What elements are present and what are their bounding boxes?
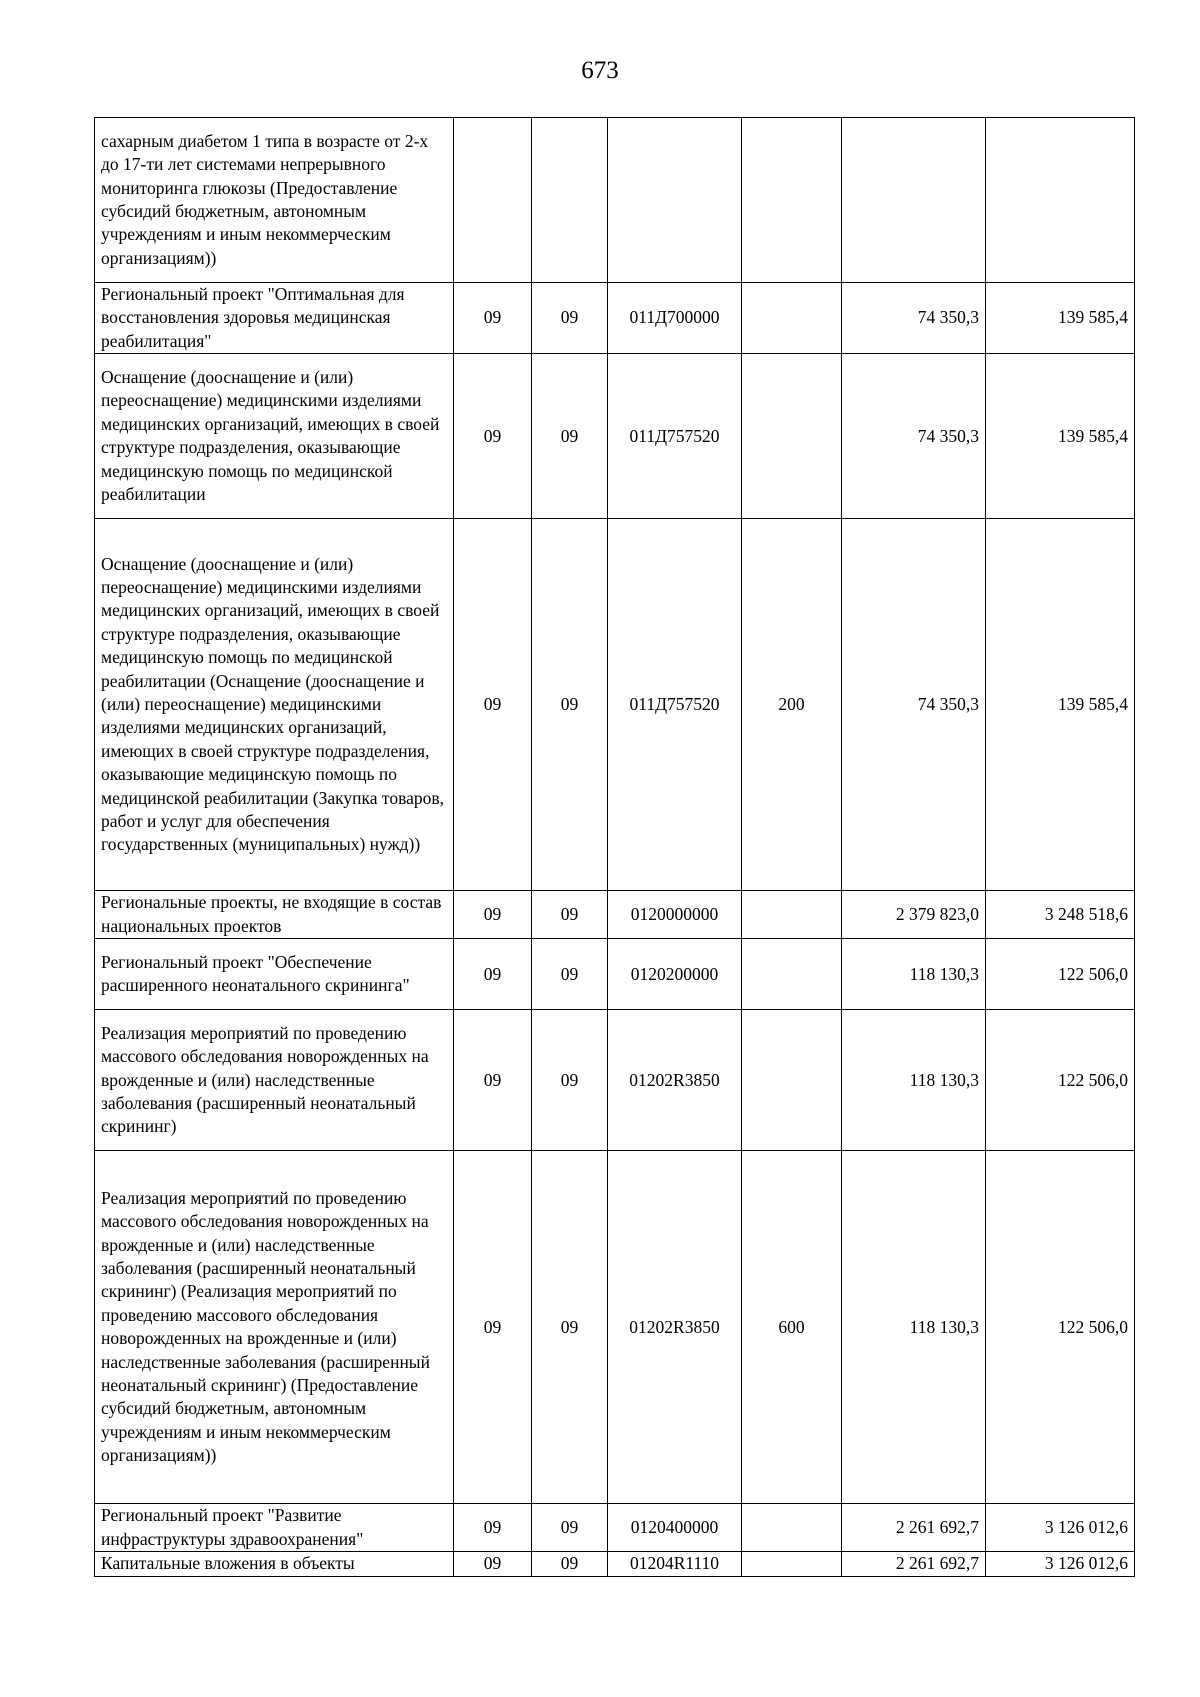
page-number: 673: [581, 57, 619, 84]
row-rz: 09: [454, 1552, 532, 1576]
table-row: [95, 939, 1135, 1010]
row-csr: 0120200000: [608, 939, 742, 1010]
table-row: [95, 891, 1135, 939]
row-sum-1: 74 350,3: [842, 354, 986, 519]
row-rz: [454, 118, 532, 283]
row-sum-1: 2 261 692,7: [842, 1552, 986, 1576]
row-pr: 09: [532, 1151, 608, 1504]
row-vr: [742, 1552, 842, 1576]
row-name: Оснащение (дооснащение и (или) переоснащение) медицинскими изделиями медицинских организаций, имеющих в своей структуре подразделения, оказывающие медицинскую помощь по медицинской реабилитации: [95, 354, 454, 519]
row-sum-2: 139 585,4: [986, 283, 1135, 354]
row-sum-2: 3 126 012,6: [986, 1504, 1135, 1552]
row-pr: 09: [532, 519, 608, 891]
table-row: [95, 283, 1135, 354]
row-vr: 600: [742, 1151, 842, 1504]
row-pr: 09: [532, 354, 608, 519]
row-name: сахарным диабетом 1 типа в возрасте от 2-х до 17-ти лет системами непрерывного мониторинга глюкозы (Предоставление субсидий бюджетным, автономным учреждениям и иным некоммерческим организациям)): [95, 118, 454, 283]
row-name: Реализация мероприятий по проведению массового обследования новорожденных на врожденные и (или) наследственные заболевания (расширенный неонатальный скрининг) (Реализация мероприятий по проведению массового обследования новорожденных на врожденные и (или) наследственные заболевания (расширенный неонатальный скрининг) (Предоставление субсидий бюджетным, автономным учреждениям и иным некоммерческим организациям)): [95, 1151, 454, 1504]
row-rz: 09: [454, 519, 532, 891]
row-name: Региональный проект "Развитие инфраструктуры здравоохранения": [95, 1504, 454, 1552]
row-name: Реализация мероприятий по проведению массового обследования новорожденных на врожденные и (или) наследственные заболевания (расширенный неонатальный скрининг): [95, 1010, 454, 1151]
row-vr: [742, 1010, 842, 1151]
table-row: [95, 519, 1135, 891]
row-rz: 09: [454, 354, 532, 519]
row-name: Оснащение (дооснащение и (или) переоснащение) медицинскими изделиями медицинских организаций, имеющих в своей структуре подразделения, оказывающие медицинскую помощь по медицинской реабилитации (Оснащение (дооснащение и (или) переоснащение) медицинскими изделиями медицинских организаций, имеющих в своей структуре подразделения, оказывающие медицинскую помощь по медицинской реабилитации (Закупка товаров, работ и услуг для обеспечения государственных (муниципальных) нужд)): [95, 519, 454, 891]
row-sum-2: 3 126 012,6: [986, 1552, 1135, 1576]
row-sum-1: 118 130,3: [842, 1151, 986, 1504]
row-sum-1: [842, 118, 986, 283]
row-csr: 01202R3850: [608, 1010, 742, 1151]
row-sum-1: 118 130,3: [842, 1010, 986, 1151]
row-sum-1: 2 379 823,0: [842, 891, 986, 939]
row-pr: 09: [532, 1552, 608, 1576]
row-csr: 01202R3850: [608, 1151, 742, 1504]
row-sum-1: 74 350,3: [842, 283, 986, 354]
row-csr: 011Д700000: [608, 283, 742, 354]
row-sum-2: 122 506,0: [986, 1010, 1135, 1151]
row-pr: 09: [532, 891, 608, 939]
row-name: Капитальные вложения в объекты: [95, 1552, 454, 1576]
budget-table: [94, 117, 1135, 1577]
row-sum-2: 122 506,0: [986, 939, 1135, 1010]
row-vr: [742, 118, 842, 283]
row-pr: 09: [532, 283, 608, 354]
row-vr: [742, 939, 842, 1010]
row-name: Региональный проект "Оптимальная для восстановления здоровья медицинская реабилитация": [95, 283, 454, 354]
row-csr: [608, 118, 742, 283]
row-sum-1: 2 261 692,7: [842, 1504, 986, 1552]
row-vr: 200: [742, 519, 842, 891]
row-sum-2: 139 585,4: [986, 519, 1135, 891]
row-sum-2: 122 506,0: [986, 1151, 1135, 1504]
row-rz: 09: [454, 1151, 532, 1504]
row-pr: 09: [532, 1010, 608, 1151]
table-row: [95, 1504, 1135, 1552]
row-sum-1: 118 130,3: [842, 939, 986, 1010]
row-rz: 09: [454, 891, 532, 939]
table-row: [95, 1151, 1135, 1504]
row-rz: 09: [454, 1504, 532, 1552]
row-csr: 011Д757520: [608, 354, 742, 519]
row-sum-2: 139 585,4: [986, 354, 1135, 519]
table-row: [95, 1552, 1135, 1576]
row-rz: 09: [454, 283, 532, 354]
row-name: Региональный проект "Обеспечение расширенного неонатального скрининга": [95, 939, 454, 1010]
row-name: Региональные проекты, не входящие в состав национальных проектов: [95, 891, 454, 939]
row-csr: 011Д757520: [608, 519, 742, 891]
row-rz: 09: [454, 939, 532, 1010]
row-pr: [532, 118, 608, 283]
row-sum-1: 74 350,3: [842, 519, 986, 891]
table-row: [95, 1010, 1135, 1151]
row-pr: 09: [532, 1504, 608, 1552]
row-csr: 0120400000: [608, 1504, 742, 1552]
row-sum-2: [986, 118, 1135, 283]
row-rz: 09: [454, 1010, 532, 1151]
row-csr: 01204R1110: [608, 1552, 742, 1576]
row-vr: [742, 1504, 842, 1552]
row-csr: 0120000000: [608, 891, 742, 939]
row-vr: [742, 891, 842, 939]
table-row: [95, 354, 1135, 519]
row-pr: 09: [532, 939, 608, 1010]
row-vr: [742, 283, 842, 354]
row-sum-2: 3 248 518,6: [986, 891, 1135, 939]
row-vr: [742, 354, 842, 519]
table-row: [95, 118, 1135, 283]
